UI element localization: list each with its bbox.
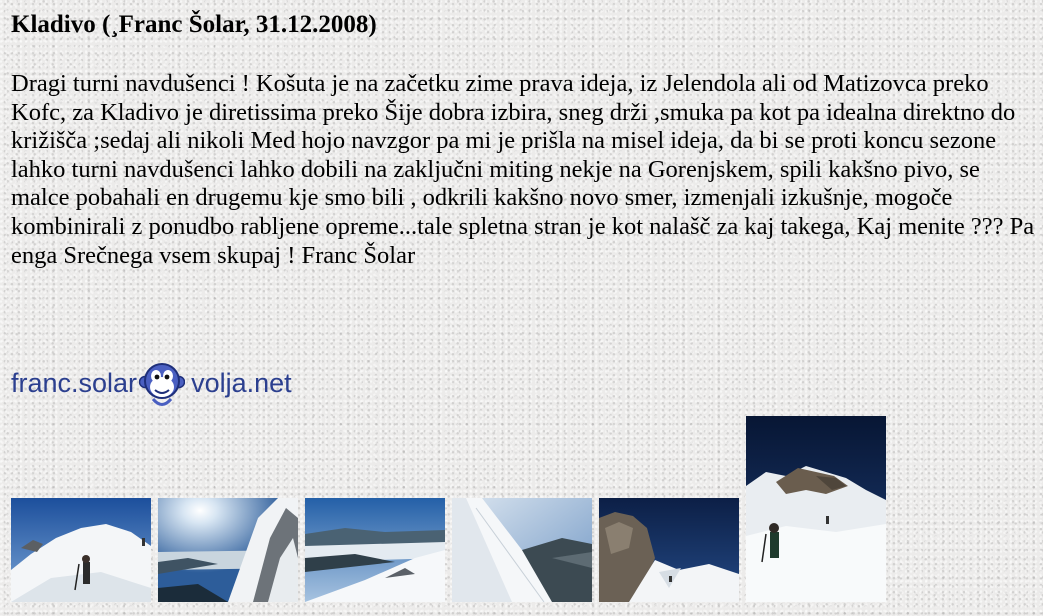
monkey-at-icon [139, 354, 185, 412]
gallery-photo-3[interactable] [305, 498, 445, 602]
post-title: Kladivo (¸Franc Šolar, 31.12.2008) [11, 11, 377, 38]
gallery-photo-6[interactable] [746, 416, 886, 602]
gallery-photo-5[interactable] [599, 498, 739, 602]
valley-fog-snowy-slope-photo [305, 498, 445, 602]
steep-snow-slope-photo [452, 498, 592, 602]
sun-over-sea-of-clouds-photo [158, 498, 298, 602]
gallery-photo-2[interactable] [158, 498, 298, 602]
post-body: Dragi turni navdušenci ! Košuta je na začetku zime prava ideja, iz Jelendola ali od Matizovca preko Kofc, za Kladivo je diretissima preko Šije dobra izbira, sneg drži ,smuka pa kot pa idealna direktno do križišča ;sedaj ali nikoli Med hojo navzgor pa mi je prišla na misel ideja, da bi se proti koncu sezone lahko turni navdušenci lahko dobili na zaključni miting nekje na Gorenjskem, spili kakšno pivo, se malce pobahali en drugemu kje smo bili , odkrili kakšno novo smer, izmenjali izkušnje, mogoče kombinirali z ponudbo rabljene opreme...tale spletna stran je kot nalašč za kaj takega, Kaj menite ??? Pa enga Srečnega vsem skupaj ! Franc Šolar [11, 70, 1035, 269]
email-user: franc.solar [11, 367, 138, 398]
gallery-photo-1[interactable] [11, 498, 151, 602]
gallery-photo-4[interactable] [452, 498, 592, 602]
snowy-ridge-skier-photo [11, 498, 151, 602]
rock-tower-snow-couloir-photo [599, 498, 739, 602]
email-link[interactable] [11, 354, 292, 412]
skier-below-rocky-summit-photo [746, 416, 886, 602]
email-domain: volja.net [191, 367, 292, 398]
